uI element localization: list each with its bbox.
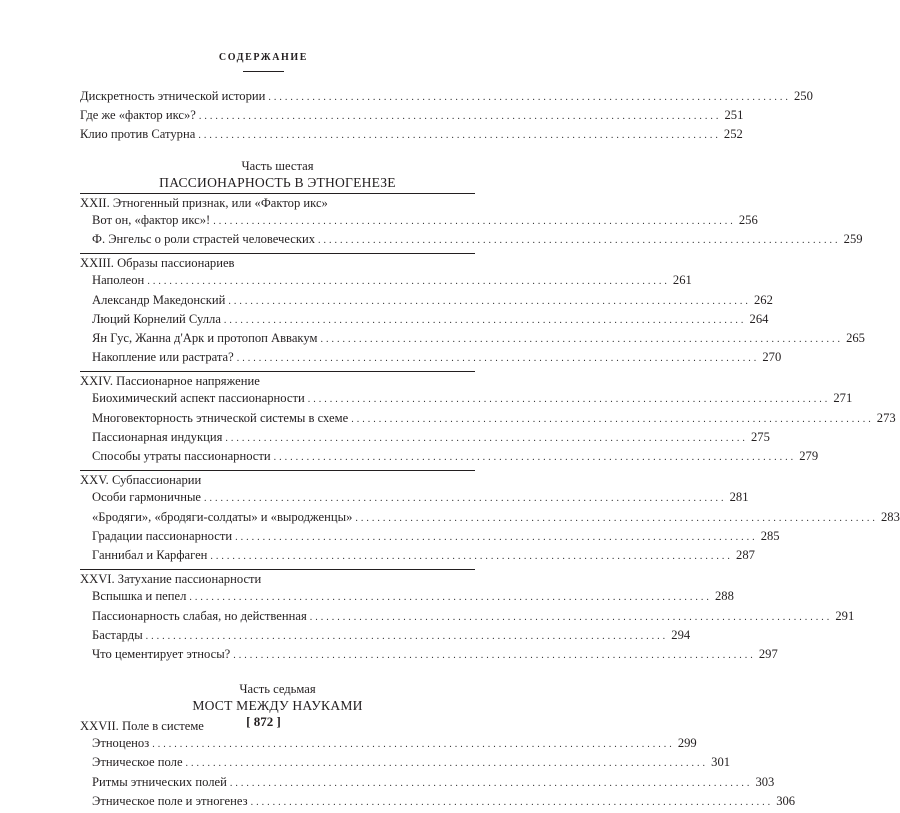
toc-entry-title: Где же «фактор икс»? <box>80 108 196 123</box>
toc-entry-page: 288 <box>715 589 734 604</box>
toc-entry-title: Биохимический аспект пассионарности <box>92 391 305 406</box>
toc-entry-page: 301 <box>711 755 731 770</box>
toc-entry <box>80 127 743 146</box>
toc-entry <box>80 410 896 430</box>
dot-leader: ............................................................................................... <box>309 611 833 623</box>
toc-entry-title: Вспышка и пепел <box>92 589 187 604</box>
dot-leader: ............................................................................................... <box>210 550 733 562</box>
toc-entry <box>80 774 775 794</box>
dot-leader: ............................................................................................... <box>355 512 878 524</box>
toc-entry-page: 273 <box>876 410 896 425</box>
toc-entry-page: 306 <box>776 793 796 808</box>
toc-entry-title: Бастарды <box>92 627 143 642</box>
toc-entry-title: Дискретность этнической истории <box>80 89 266 103</box>
part-label: Часть шестая <box>241 158 314 173</box>
dot-leader: ............................................................................................... <box>228 295 751 307</box>
toc-entry-title: Ян Гус, Жанна д'Арк и протопоп Аввакум <box>92 330 318 345</box>
toc-entry <box>80 212 758 232</box>
toc-entry-page: 287 <box>736 547 755 562</box>
toc-entry <box>80 589 734 608</box>
toc-entry-title: Ф. Энгельс о роли страстей человеческих <box>92 231 316 246</box>
toc-entry-title: Пассионарная индукция <box>92 429 223 444</box>
toc-entry-page: 299 <box>677 736 697 751</box>
running-head: СОДЕРЖАНИЕ <box>218 52 309 63</box>
toc-entry-page: 294 <box>671 627 691 642</box>
toc-entry <box>80 509 900 529</box>
toc-entry <box>80 755 731 774</box>
toc-entry <box>80 350 782 369</box>
dot-leader: ............................................................................................... <box>236 353 760 365</box>
toc-entry-page: 252 <box>723 127 743 142</box>
toc-entry-page: 261 <box>672 273 692 288</box>
toc-entry-title: Наполеон <box>92 273 145 288</box>
toc-entry <box>80 547 755 567</box>
chapter-heading: XXVII. Поле в системе <box>80 719 204 734</box>
dot-leader: ............................................................................................... <box>273 452 797 463</box>
toc-entry-page: 262 <box>753 292 773 307</box>
dot-leader: ............................................................................................... <box>198 130 721 142</box>
toc-entry <box>80 736 697 755</box>
toc-entry <box>80 646 778 666</box>
toc-entry <box>80 391 853 410</box>
toc-entry-title: Этноценоз <box>92 736 150 751</box>
toc-entry-title: «Бродяги», «бродяги-солдаты» и «выродженцы» <box>92 509 353 524</box>
toc-entry-page: 275 <box>750 429 770 444</box>
dot-leader: ............................................................................................... <box>225 432 748 444</box>
dot-leader: ............................................................................................... <box>268 92 791 103</box>
toc-entry-title: Многовекторность этнической системы в схеме <box>92 410 349 425</box>
toc-entry-title: Особи гармоничные <box>92 490 202 505</box>
toc-entry-title: Ганнибал и Карфаген <box>92 547 208 562</box>
toc-entry-title: Александр Македонский <box>92 292 226 307</box>
dot-leader: ............................................................................................... <box>198 111 722 123</box>
toc-entry <box>80 292 773 312</box>
dot-leader: ............................................................................................... <box>213 215 736 227</box>
toc-entry <box>80 108 744 127</box>
dot-leader: ............................................................................................... <box>152 739 675 751</box>
dot-leader: ............................................................................................... <box>307 394 831 406</box>
chapter-heading: XXVI. Затухание пассионарности <box>80 572 262 587</box>
toc-entry <box>80 311 769 331</box>
toc-entry-page: 271 <box>833 391 853 406</box>
dot-leader: ............................................................................................... <box>250 796 774 808</box>
dot-leader: ............................................................................................... <box>145 630 669 642</box>
toc-entry-title: Что цементирует этносы? <box>92 646 231 661</box>
dot-leader: ............................................................................................... <box>189 592 712 604</box>
toc-entry-page: 264 <box>749 311 769 326</box>
toc-entry-title: Клио против Сатурна <box>80 127 196 142</box>
dot-leader: ............................................................................................... <box>229 777 753 789</box>
toc-entry-page: 250 <box>794 89 813 103</box>
part-label: Часть седьмая <box>239 682 316 697</box>
dot-leader: ............................................................................................... <box>204 493 727 505</box>
toc-entry-page: 256 <box>738 212 758 227</box>
running-head-rule <box>243 71 284 72</box>
dot-leader: ............................................................................................... <box>235 531 758 543</box>
toc-entry <box>80 89 813 108</box>
toc-entry-title: Способы утраты пассионарности <box>92 449 271 463</box>
toc-entry-title: Этническое поле <box>92 755 183 770</box>
toc-entry <box>80 429 770 449</box>
toc-entry-page: 270 <box>762 350 782 365</box>
toc-entry-page: 283 <box>880 509 900 524</box>
chapter-heading: XXIII. Образы пассионариев <box>80 256 235 271</box>
toc-entry-title: Люций Корнелий Сулла <box>92 311 221 326</box>
toc-entry-page: 303 <box>755 774 775 789</box>
chapter-heading: XXV. Субпассионарии <box>80 473 202 488</box>
dot-leader: ............................................................................................... <box>147 276 670 288</box>
toc-entry-page: 251 <box>724 108 744 123</box>
toc-entry-page: 281 <box>729 490 749 505</box>
toc-entry-page: 285 <box>760 528 780 543</box>
toc-entry-title: Этническое поле и этногенез <box>92 793 248 808</box>
toc-entry <box>80 490 749 509</box>
toc-entry-title: Накопление или растрата? <box>92 350 234 365</box>
toc-entry-page: 279 <box>799 449 819 463</box>
toc-entry <box>80 231 863 251</box>
dot-leader: ............................................................................................... <box>320 333 843 345</box>
dot-leader: ............................................................................................... <box>185 758 709 770</box>
toc-entry <box>80 627 691 647</box>
part-title: МОСТ МЕЖДУ НАУКАМИ <box>192 698 363 714</box>
dot-leader: ............................................................................................... <box>233 649 756 661</box>
toc-entry-title: Ритмы этнических полей <box>92 774 227 789</box>
dot-leader: ............................................................................................... <box>318 234 841 246</box>
toc-entry-page: 259 <box>843 231 863 246</box>
dot-leader: ............................................................................................... <box>351 413 874 425</box>
toc-entry-title: Пассионарность слабая, но действенная <box>92 608 307 623</box>
toc-entry <box>80 793 796 813</box>
chapter-heading: XXII. Этногенный признак, или «Фактор икс» <box>80 195 328 210</box>
page-number: [ 872 ] <box>246 714 281 729</box>
toc-entry <box>80 449 819 468</box>
toc-entry <box>80 528 780 548</box>
table-of-contents <box>80 89 900 813</box>
toc-entry-page: 297 <box>758 646 778 661</box>
toc-entry <box>80 273 692 292</box>
part-title: ПАССИОНАРНОСТЬ В ЭТНОГЕНЕЗЕ <box>159 174 396 190</box>
toc-entry-title: Вот он, «фактор икс»! <box>92 212 211 227</box>
toc-entry <box>80 330 865 350</box>
toc-entry-title: Градации пассионарности <box>92 528 233 543</box>
dot-leader: ............................................................................................... <box>223 314 747 326</box>
toc-entry <box>80 608 855 628</box>
toc-entry-page: 265 <box>846 330 865 345</box>
chapter-heading: XXIV. Пассионарное напряжение <box>80 374 260 389</box>
toc-entry-page: 291 <box>835 608 855 623</box>
